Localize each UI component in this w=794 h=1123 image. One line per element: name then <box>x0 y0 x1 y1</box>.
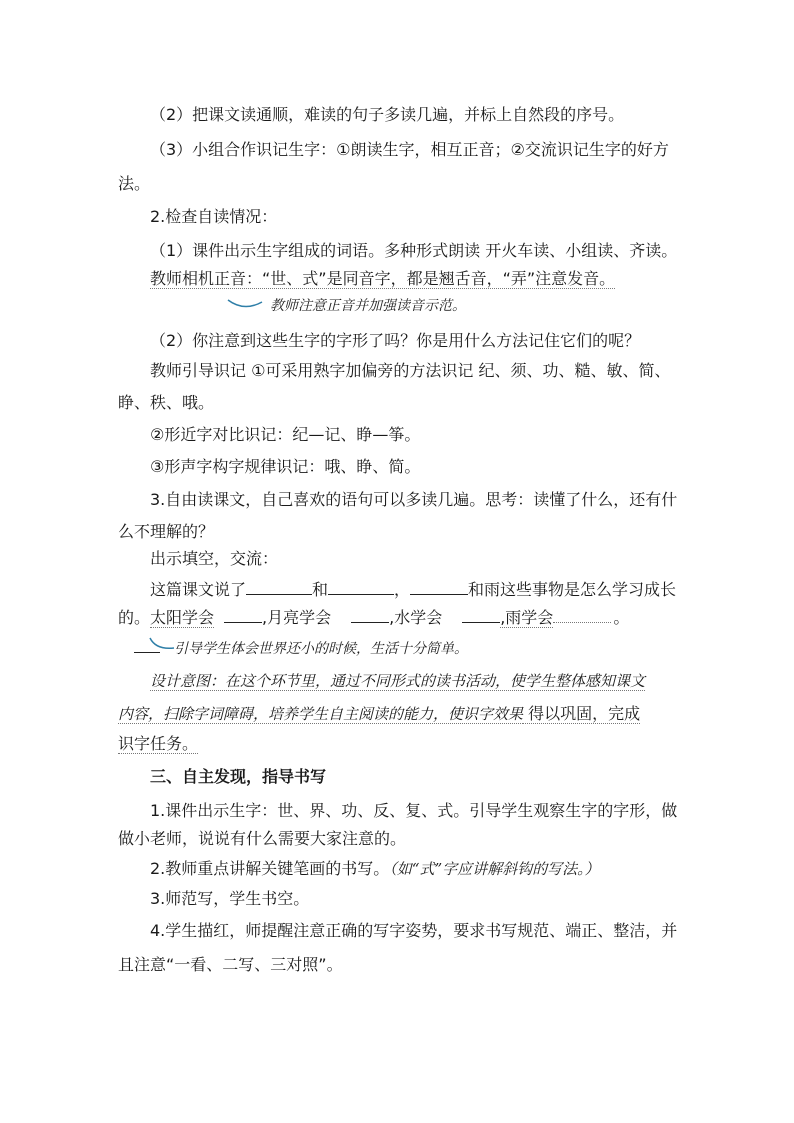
step-2-text: （2）把课文读通顺，难读的句子多读几遍，并标上自然段的序号。 <box>150 105 625 124</box>
step-3-reading-text: 3.自由读课文，自己喜欢的语句可以多读几遍。思考：读懂了什么，还有什 <box>150 490 678 509</box>
fill-text-a: 这篇课文说了 <box>150 580 247 599</box>
step-3-continued: 法。 <box>118 174 151 193</box>
fill-blank-intro: 出示填空，交流： <box>150 549 279 568</box>
section-3-heading: 三、自主发现，指导书写 <box>150 767 327 786</box>
fill-text-b: 和 <box>312 580 329 599</box>
teacher-correction-text <box>150 268 615 290</box>
fill2-end: 。 <box>613 608 630 627</box>
annotation-note-2: 引导学生体会世界还小的时候，生活十分简单。 <box>174 641 468 657</box>
check-2-text: （2）你注意到这些生字的字形了吗？你是用什么方法记住它们的呢？ <box>150 331 641 350</box>
guide-text: 教师引导识记 ①可采用熟字加偏旁的方法识记 纪、须、功、糙、敏、简、 <box>150 361 671 380</box>
annotation-arc-icon <box>148 636 176 654</box>
fill-blank-1[interactable] <box>246 578 312 595</box>
design-intent-line-3: 识字任务。 <box>118 734 199 753</box>
write-step-4-continued: 且注意“一看、二写、三对照”。 <box>118 955 343 974</box>
fill-text-d: 和雨这些事物是怎么学习成长 <box>468 580 677 599</box>
fill2-moon: ,月亮学会 <box>262 608 332 627</box>
similar-chars-text: ②形近字对比识记：纪—记、睁—筝。 <box>150 425 421 444</box>
fill2-rain: ,雨学会 <box>500 608 554 627</box>
fill-blank-line-1 <box>150 578 676 601</box>
fill2-blank-3[interactable] <box>462 606 500 623</box>
write-step-4: 4.学生描红，师提醒注意正确的写字姿势，要求书写规范、端正、整洁，并 <box>150 921 678 940</box>
fill2-blank-2[interactable] <box>351 606 389 623</box>
section-2-heading: 2.检查自读情况： <box>150 207 278 226</box>
fill-blank-2[interactable] <box>328 578 394 595</box>
design-intent-2a: 内容，扫除字词障碍，培养学生自主阅读的能力，使识字效果 <box>118 705 524 723</box>
fill2-sun: 太阳学会 <box>150 608 215 627</box>
annotation-note-1: 教师注意正音并加强读音示范。 <box>270 298 466 314</box>
fill-text-c: ， <box>394 580 411 599</box>
phonetic-chars-text: ③形声字构字规律识记：哦、睁、简。 <box>150 457 421 476</box>
fill2-blank-1[interactable] <box>224 606 262 623</box>
fill-blank-3[interactable] <box>410 578 468 595</box>
teacher-correction-underlined: 教师相机正音：“世、式”是同音字，都是翘舌音，“弄”注意发音。 <box>150 269 616 288</box>
guide-continued: 睁、秩、哦。 <box>118 393 215 412</box>
step-3-text: （3）小组合作识记生字：①朗读生字，相互正音；②交流识记生字的好方 <box>150 140 669 159</box>
fill2-text-a: 的。 <box>118 608 151 627</box>
fill-blank-line-2 <box>118 606 678 629</box>
write-step-3: 3.师范写，学生书空。 <box>150 889 310 908</box>
write-step-1: 1.课件出示生字：世、界、功、反、复、式。引导学生观察生字的字形，做 <box>150 801 678 820</box>
design-intent-line-1: 设计意图：在这个环节里，通过不同形式的读书活动，使学生整体感知课文 <box>150 672 646 690</box>
write-step-2: 2.教师重点讲解关键笔画的书写。（如“式”字应讲解斜钩的写法。） <box>150 859 600 878</box>
fill2-water: ,水学会 <box>389 608 443 627</box>
design-intent-2b: 得以巩固，完成 <box>523 704 641 723</box>
annotation-arc-icon <box>226 296 266 312</box>
design-intent-line-2 <box>118 703 640 725</box>
fill2-rain-dotted <box>553 622 611 623</box>
check-1-text: （1）课件出示生字组成的词语。多种形式朗读 开火车读、小组读、齐读。 <box>150 241 678 260</box>
step-3-reading-continued: 么不理解的？ <box>118 522 215 541</box>
write-step-1-continued: 做小老师，说说有什么需要大家注意的。 <box>118 829 407 848</box>
